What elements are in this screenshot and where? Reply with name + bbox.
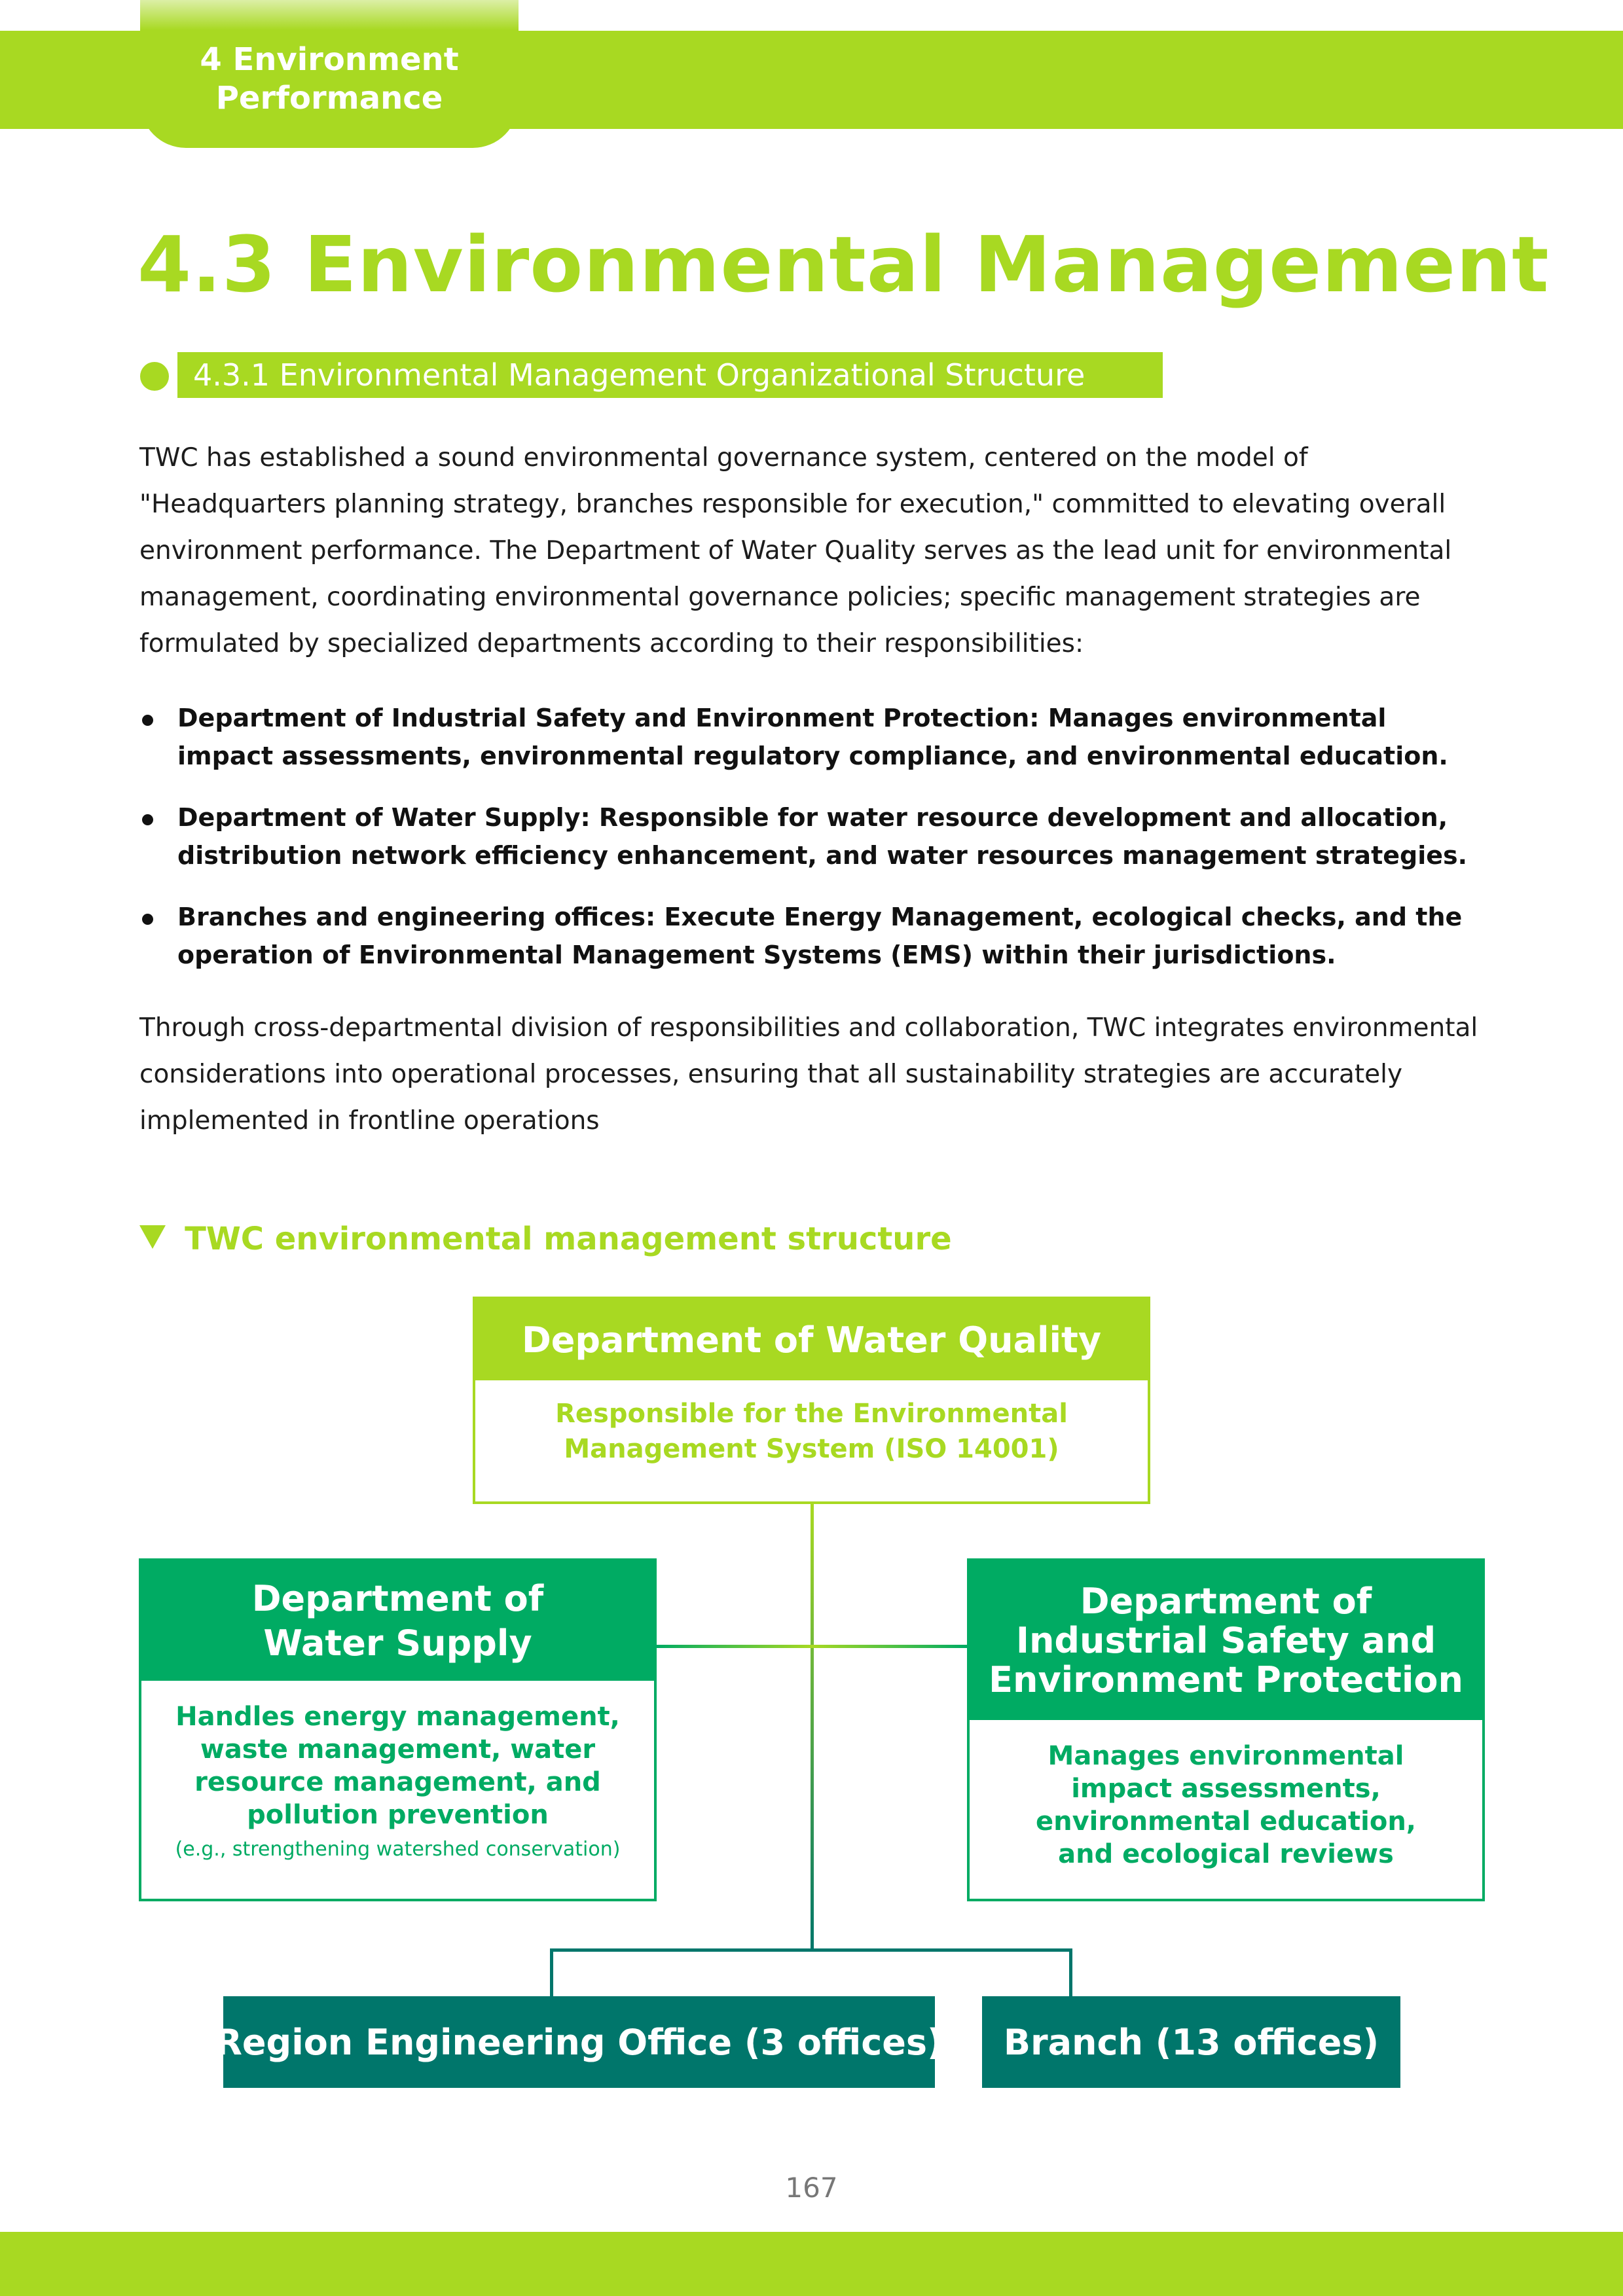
description-line: Manages environmental: [1048, 1741, 1404, 1771]
description-line: resource management, and: [194, 1767, 601, 1797]
connector-drop-left: [550, 1948, 553, 1996]
connector-bottom-bar: [550, 1948, 1072, 1952]
description-line: Management System (ISO 14001): [564, 1434, 1059, 1464]
connector-vertical-trunk: [811, 1504, 814, 1951]
connector-right-branch: [812, 1645, 967, 1648]
org-node-water-supply: [139, 1558, 657, 1901]
org-node-title: [970, 1561, 1482, 1720]
org-node-title: [141, 1561, 654, 1681]
intro-paragraph: TWC has established a sound environmental governance system, centered on the model of "Headquarters planning strategy, branches responsible for execution," committed to elevating overall environment performance. The Department of Water Quality serves as the lead unit for environmental management, coordinating environmental governance policies; specific management strategies are formulated by specialized departments according to their responsibilities:: [139, 443, 1452, 658]
connector-drop-right: [1069, 1948, 1072, 1996]
chapter-label-line2: Performance: [215, 80, 443, 117]
description-line: waste management, water: [200, 1734, 596, 1765]
footer-band: [0, 2232, 1623, 2296]
org-node-title: Department of Water Quality: [475, 1299, 1148, 1380]
description-line: impact assessments,: [1071, 1774, 1381, 1804]
section-heading: 4.3.1 Environmental Management Organizational Structure: [177, 352, 1163, 398]
connector-left-branch: [657, 1645, 812, 1648]
figure-caption-text: TWC environmental management structure: [185, 1221, 952, 1257]
org-node-region-engineering-office: Region Engineering Office (3 offices): [223, 1996, 935, 2088]
org-node-note: (e.g., strengthening watershed conservation): [175, 1838, 621, 1861]
description-line: Responsible for the Environmental: [555, 1399, 1068, 1429]
org-node-description: [141, 1681, 654, 1868]
description-line: pollution prevention: [247, 1800, 549, 1830]
title-line: Industrial Safety and: [1015, 1619, 1436, 1661]
title-line: Department of: [1080, 1580, 1372, 1622]
org-node-description: [970, 1720, 1482, 1871]
description-line: and ecological reviews: [1058, 1839, 1394, 1869]
org-node-water-quality: [473, 1297, 1150, 1504]
bullet-text: Branches and engineering offices: Execute Energy Management, ecological checks, and the operation of Environmental Management Systems (EMS) within their jurisdictions.: [177, 903, 1463, 969]
bullet-text: Department of Water Supply: Responsible for water resource development and allocation, distribution network efficiency enhancement, and water resources management strategies.: [177, 803, 1468, 870]
org-node-description: [475, 1380, 1148, 1467]
description-line: Handles energy management,: [175, 1702, 620, 1732]
title-line: Environment Protection: [989, 1659, 1463, 1700]
title-line: Water Supply: [263, 1622, 532, 1664]
closing-paragraph: Through cross-departmental division of responsibilities and collaboration, TWC integrates environmental considerations into operational processes, ensuring that all sustainability strategies are accurately implemented in frontline operations: [139, 1013, 1478, 1136]
description-line: environmental education,: [1035, 1806, 1417, 1837]
page-title: 4.3 Environmental Management: [137, 219, 1550, 310]
title-line: Department of: [251, 1577, 544, 1619]
org-node-branch: Branch (13 offices): [982, 1996, 1400, 2088]
page-number: 167: [785, 2172, 838, 2204]
bullet-text: Department of Industrial Safety and Environment Protection: Manages environmental impact assessments, environmental regulatory compliance, and environmental education.: [177, 704, 1448, 770]
org-node-industrial-safety: [967, 1558, 1485, 1901]
chapter-label-line1: 4 Environment: [200, 41, 459, 78]
